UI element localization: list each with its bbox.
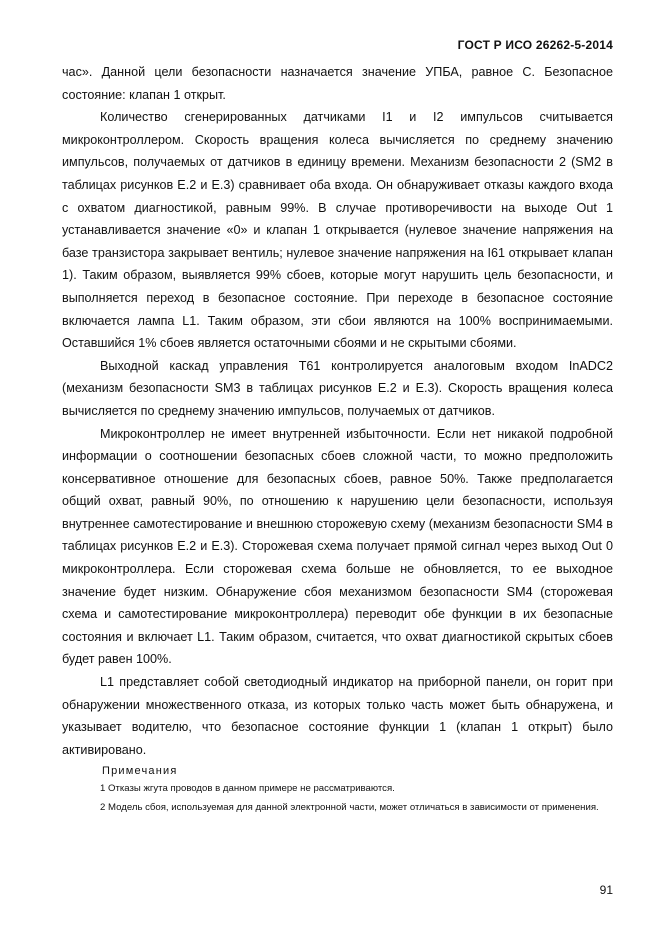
note-2: 2 Модель сбоя, используемая для данной электронной части, может отличаться в зависимости от применения. — [100, 802, 599, 814]
notes-title: Примечания — [102, 765, 178, 778]
document-header: ГОСТ Р ИСО 26262-5-2014 — [457, 38, 613, 52]
paragraph-3: Выходной каскад управления Т61 контролируется аналоговым входом InADC2 (механизм безопасности SM3 в таблицах рисунков Е.2 и Е.3). Скорость вращения колеса вычисляется по среднему значению импульсов, получаемых от датчиков. — [62, 358, 613, 418]
document-body — [62, 61, 613, 817]
paragraph-4: Микроконтроллер не имеет внутренней избыточности. Если нет никакой подробной информации о соотношении безопасных сбоев сложной части, то можно предположить консервативное отношение для безопасных сбоев, равное 50%. Также предполагается общий охват, равный 90%, по отношению к нарушению цели безопасности, используя внутреннее самотестирование и внешнюю сторожевую схему (механизм безопасности SM4 в таблицах рисунков Е.2 и Е.3). Сторожевая схема получает прямой сигнал через выход Out 0 микроконтроллера. Если сторожевая схема больше не обновляется, то ее выходное значение будет низким. Обнаружение сбоя механизмом безопасности SM4 (сторожевая схема и самотестирование микроконтроллера) переводит обе функции в их безопасные состояния и включает L1. Таким образом, считается, что охват диагностикой скрытых сбоев будет равен 100%. — [62, 426, 613, 667]
paragraph-2: Количество сгенерированных датчиками I1 и I2 импульсов считывается микроконтроллером. Скорость вращения колеса вычисляется по среднему значению импульсов, получаемых от датчиков в единицу времени. Механизм безопасности 2 (SM2 в таблицах рисунков Е.2 и Е.3) сравнивает оба входа. Он обнаруживает отказы каждого входа с охватом диагностикой, равным 99%. В случае противоречивости на выходе Out 1 устанавливается значение «0» и клапан 1 открывается (нулевое значение напряжения на базе транзистора закрывает вентиль; нулевое значение напряжения на I61 открывает клапан 1). Таким образом, выявляется 99% сбоев, которые могут нарушить цель безопасности, и выполняется переход в безопасное состояние. При переходе в безопасное состояние включается лампа L1. Таким образом, эти сбои являются на 100% воспринимаемыми. Оставшийся 1% сбоев является остаточными сбоями и не скрытыми сбоями. — [62, 110, 613, 351]
paragraph-5: L1 представляет собой светодиодный индикатор на приборной панели, он горит при обнаружении множественного отказа, из которых только часть может быть обнаружена, и указывает водителю, что безопасное состояние функции 1 (клапан 1 открыт) было активировано. — [62, 675, 613, 757]
note-1: 1 Отказы жгута проводов в данном примере не рассматриваются. — [100, 783, 395, 795]
page-number: 91 — [599, 883, 613, 897]
paragraph-1: час». Данной цели безопасности назначается значение УПБА, равное С. Безопасное состояние: клапан 1 открыт. — [62, 65, 613, 102]
